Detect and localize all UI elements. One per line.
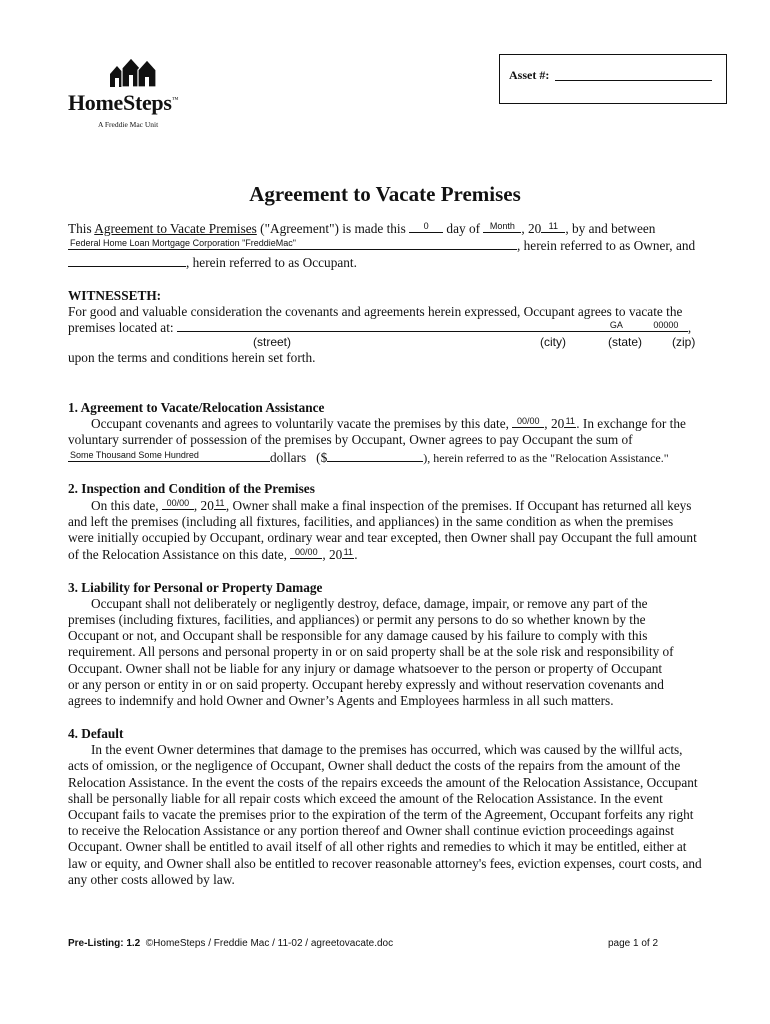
section1-heading: 1. Agreement to Vacate/Relocation Assistance <box>68 400 325 415</box>
footer-label: Pre-Listing: 1.2 <box>68 938 141 949</box>
label-state: (state) <box>608 335 643 349</box>
intro-line-1 <box>68 221 655 237</box>
section4-line: Occupant. Owner shall be entitled to avail itself of all other rights and remedies to which it may be entitled, either at <box>68 839 687 854</box>
section3-line: agrees to indemnify and hold Owner and Owner’s Agents and Employees harmless in all such matters. <box>68 693 614 708</box>
intro-line-3 <box>68 255 357 271</box>
section3-line: Occupant shall not deliberately or negligently destroy, deface, damage, impair, or remove any part of the <box>91 596 648 611</box>
section2-line-3: were initially occupied by Occupant, ordinary wear and tear excepted, then Owner shall pay Occupant the full amount <box>68 530 697 545</box>
homesteps-logo <box>68 54 218 144</box>
intro-text: This <box>68 221 95 236</box>
section4-heading: 4. Default <box>68 726 124 741</box>
section3-line: requirement. All persons and personal property in or on said property shall be at the sole risk and responsibility of <box>68 644 674 659</box>
section2-text: , 20 <box>193 498 214 513</box>
zip-field[interactable]: 00000 <box>644 320 688 332</box>
section1-text: . In exchange for the <box>576 416 686 431</box>
logo-tm: ™ <box>171 95 179 104</box>
section3-line: Occupant or not, and Occupant shall be responsible for any damage caused by his failure to comply with this <box>68 628 648 643</box>
section1-text: Occupant covenants and agrees to voluntarily vacate the premises by this date, <box>91 416 513 431</box>
state-field[interactable]: GA <box>589 320 644 332</box>
section2-heading: 2. Inspection and Condition of the Premises <box>68 481 315 496</box>
label-street: (street) <box>253 335 292 349</box>
amount-words-field[interactable]: Some Thousand Some Hundred <box>68 450 270 462</box>
section4-line: law or equity, and Owner shall also be entitled to recover reasonable attorney's fees, eviction expenses, court costs, and <box>68 856 702 871</box>
section4-line: acts of omission, or the negligence of Occupant, Owner shall deduct the costs of the repairs from the amount of the <box>68 758 681 773</box>
section2-line-2: and left the premises (including all fixtures, facilities, and appliances) in the same condition as when the premises <box>68 514 674 529</box>
label-zip: (zip) <box>672 335 696 349</box>
payment-date-field[interactable]: 00/00 <box>290 547 322 559</box>
vacate-date-field[interactable]: 00/00 <box>512 416 544 428</box>
section3-line: Occupant. Owner shall not be liable for any injury or damage whatsoever to the person or property of Occupant <box>68 661 663 676</box>
logo-name: HomeSteps <box>68 90 172 115</box>
intro-text: day of <box>443 221 484 236</box>
section2-text: , Owner shall make a final inspection of the premises. If Occupant has returned all keys <box>225 498 692 513</box>
section3-line: or any person or entity in or on said property. Occupant hereby expressly and without reservation covenants and <box>68 677 664 692</box>
section4-line: Occupant fails to vacate the premises prior to the expiration of the term of the Agreement, Occupant forfeits any right <box>68 807 694 822</box>
asset-field[interactable] <box>555 69 712 81</box>
month-field[interactable]: Month <box>483 221 521 233</box>
year-field[interactable]: 11 <box>541 221 565 233</box>
witnesseth-line-2 <box>68 320 691 336</box>
comma: , <box>687 320 692 335</box>
payment-year-field[interactable]: 11 <box>343 547 353 557</box>
witnesseth-line-3: upon the terms and conditions herein set forth. <box>68 350 316 365</box>
inspection-date-field[interactable]: 00/00 <box>162 498 194 510</box>
inspection-year-field[interactable]: 11 <box>215 498 225 508</box>
label-city: (city) <box>540 335 566 349</box>
section1-text: , 20 <box>544 416 565 431</box>
logo-subtitle: A Freddie Mac Unit <box>98 120 159 129</box>
footer-text: ©HomeSteps / Freddie Mac / 11-02 / agreetovacate.doc <box>140 938 394 949</box>
page-title: Agreement to Vacate Premises <box>249 182 521 206</box>
intro-text: ("Agreement") is made this <box>256 221 410 236</box>
intro-line-2 <box>68 238 695 254</box>
section1-text: ), herein referred to as the "Relocation Assistance." <box>423 451 669 465</box>
section2-text: of the Relocation Assistance on this date, <box>68 547 291 562</box>
vacate-year-field[interactable]: 11 <box>565 416 575 426</box>
section4-line: shall be personally liable for all repair costs which exceed the amount of the Relocation Assistance. In the event <box>68 791 663 806</box>
section1-line-2: voluntary surrender of possession of the premises by Occupant, Owner agrees to pay Occupant the sum of <box>68 432 633 447</box>
section1-line-3 <box>68 450 669 466</box>
section3-line: premises (including fixtures, facilities, and appliances) or permit any persons to do so whether known by the <box>68 612 646 627</box>
dollars-label: dollars ($ <box>270 450 328 465</box>
premises-label: premises located at: <box>68 320 177 335</box>
day-field[interactable]: 0 <box>409 221 443 233</box>
section2-text: On this date, <box>91 498 162 513</box>
amount-number-field[interactable] <box>327 450 423 462</box>
section4-line: to receive the Relocation Assistance or any portion thereof and Owner shall continue eviction proceedings against <box>68 823 674 838</box>
section2-line-4 <box>68 547 358 563</box>
section2-text: , 20 <box>322 547 343 562</box>
section4-line: any other costs allowed by law. <box>68 872 235 887</box>
section1-line-1 <box>91 416 686 432</box>
occupant-field[interactable] <box>68 255 186 267</box>
section2-line-1 <box>91 498 691 514</box>
footer <box>68 938 393 949</box>
asset-label: Asset #: <box>509 68 550 82</box>
owner-field[interactable]: Federal Home Loan Mortgage Corporation "FreddieMac" <box>68 238 517 250</box>
street-city-field[interactable] <box>177 320 589 332</box>
asset-box <box>499 54 727 104</box>
owner-suffix: , herein referred to as Owner, and <box>517 238 696 253</box>
section2-text: . <box>354 547 358 562</box>
witnesseth-heading: WITNESSETH: <box>68 288 162 303</box>
section3-heading: 3. Liability for Personal or Property Damage <box>68 580 323 595</box>
section4-line: In the event Owner determines that damage to the premises has occurred, which was caused by the willful acts, <box>91 742 683 757</box>
houses-icon <box>108 54 158 88</box>
section4-line: Relocation Assistance. In the event the costs of the repairs exceeds the amount of the Relocation Assistance, Occupant <box>68 775 698 790</box>
page-number: page 1 of 2 <box>608 938 659 949</box>
intro-text: , 20 <box>521 221 542 236</box>
occupant-suffix: , herein referred to as Occupant. <box>186 255 357 270</box>
intro-text: , by and between <box>565 221 656 236</box>
agreement-title-ref: Agreement to Vacate Premises <box>94 221 257 236</box>
witnesseth-line-1: For good and valuable consideration the covenants and agreements herein expressed, Occupant agrees to vacate the <box>68 304 683 319</box>
